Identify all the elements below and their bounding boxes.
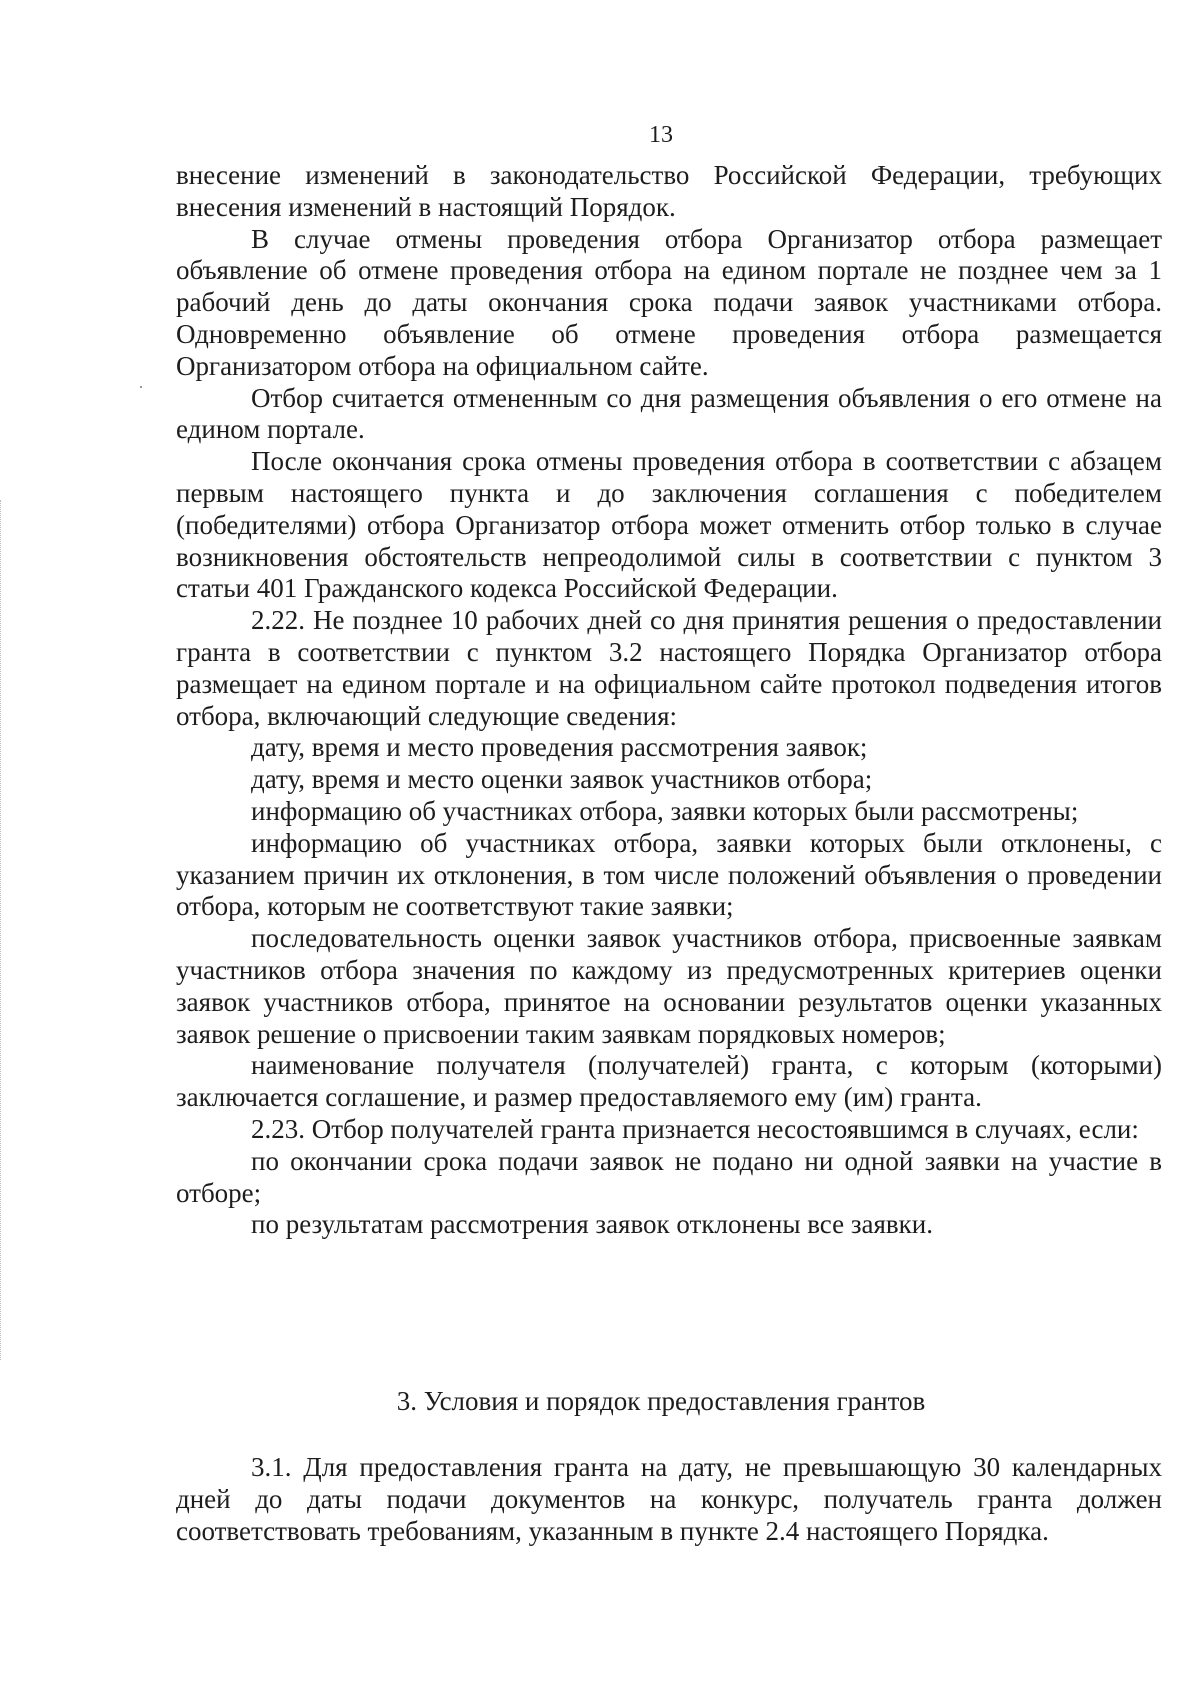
list-item: по результатам рассмотрения заявок отклонены все заявки. — [251, 1209, 933, 1240]
list-item: информацию об участниках отбора, заявки которых были рассмотрены; — [251, 795, 1079, 826]
paragraph: 2.23. Отбор получателей гранта признается несостоявшимся в случаях, если: — [251, 1113, 1139, 1144]
paragraph: внесение изменений в законодательство Российской Федерации, требующих внесения изменений в настоящий Порядок. — [176, 160, 1162, 222]
paragraph: В случае отмены проведения отбора Организатор отбора размещает объявление об отмене проведения отбора на едином портале не позднее чем за 1 рабочий день до даты окончания срока подачи заявок участниками отбора. Одновременно объявление об отмене проведения отбора размещается Организатором отбора на официальном сайте. — [176, 223, 1162, 381]
section-heading: 3. Условия и порядок предоставления грантов — [396, 1386, 926, 1416]
list-item: информацию об участниках отбора, заявки которых были отклонены, с указанием причин их отклонения, в том числе положений объявления о проведении отбора, которым не соответствуют такие заявки; — [176, 827, 1162, 922]
list-item: последовательность оценки заявок участников отбора, присвоенные заявкам участников отбора значения по каждому из предусмотренных критериев оценки заявок участников отбора, принятое на основании результатов оценки указанных заявок решение о присвоении таким заявкам порядковых номеров; — [176, 923, 1162, 1049]
scan-margin-artifact — [0, 500, 5, 1360]
list-item: по окончании срока подачи заявок не подано ни одной заявки на участие в отборе; — [176, 1145, 1162, 1208]
list-item: дату, время и место оценки заявок участников отбора; — [251, 764, 873, 795]
paragraph: 2.22. Не позднее 10 рабочих дней со дня принятия решения о предоставлении гранта в соответствии с пунктом 3.2 настоящего Порядка Организатор отбора размещает на едином портале и на официальном сайте протокол подведения итогов отбора, включающий следующие сведения: — [176, 605, 1162, 731]
paragraph: 3.1. Для предоставления гранта на дату, не превышающую 30 календарных дней до даты подачи документов на конкурс, получатель гранта должен соответствовать требованиям, указанным в пункте 2.4 настоящего Порядка. — [176, 1452, 1162, 1546]
page-number: 13 — [649, 122, 673, 148]
body-text-top — [176, 160, 1162, 1241]
body-text-bottom — [176, 1452, 1162, 1547]
list-item: наименование получателя (получателей) гранта, с которым (которыми) заключается соглашение, и размер предоставляемого ему (им) гранта. — [176, 1050, 1162, 1113]
list-item: дату, время и место проведения рассмотрения заявок; — [251, 732, 868, 763]
paragraph: Отбор считается отмененным со дня размещения объявления о его отмене на едином портале. — [176, 382, 1162, 445]
paragraph: После окончания срока отмены проведения отбора в соответствии с абзацем первым настоящего пункта и до заключения соглашения с победителем (победителями) отбора Организатор отбора может отменить отбор только в случае возникновения обстоятельств непреодолимой силы в соответствии с пунктом 3 статьи 401 Гражданского кодекса Российской Федерации. — [176, 446, 1162, 604]
scan-speck — [140, 386, 142, 388]
